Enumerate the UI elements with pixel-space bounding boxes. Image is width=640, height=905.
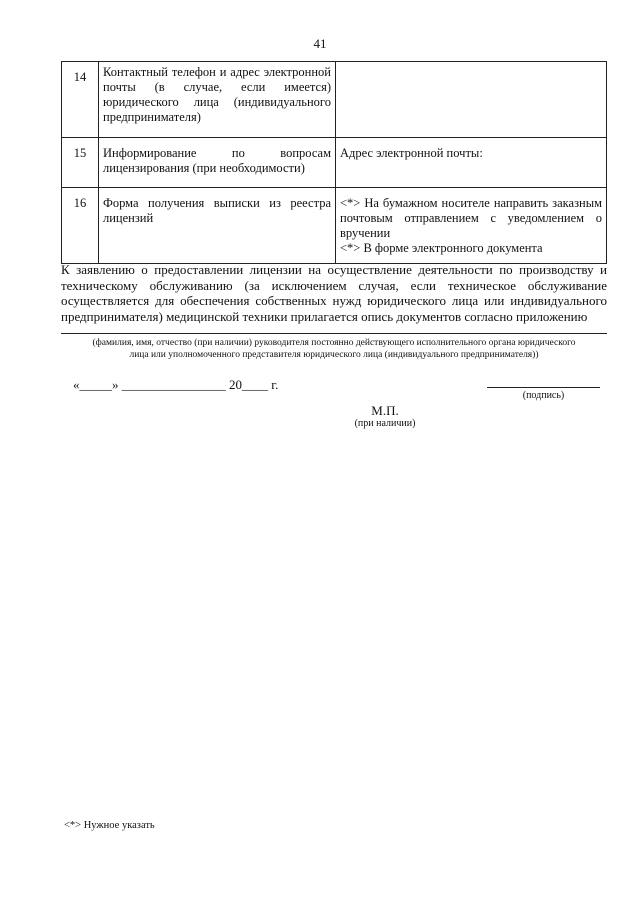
signature-caption: (подпись)	[522, 390, 565, 401]
table-row	[62, 62, 607, 138]
date-field: «_____» ________________ 20____ г.	[73, 377, 279, 392]
table-row	[62, 188, 607, 264]
name-caption-line-2: лица или уполномоченного представителя юридического лица (индивидуального предпринимателя))	[129, 350, 539, 360]
row-value	[336, 62, 607, 138]
option-paper: <*> На бумажном носителе направить заказным почтовым отправлением с уведомлением о вручении	[340, 196, 602, 240]
row-label: Информирование по вопросам лицензирования (при необходимости)	[99, 138, 336, 188]
row-value	[336, 188, 607, 264]
row-label: Контактный телефон и адрес электронной почты (в случае, если имеется) юридического лица (индивидуального предпринимателя)	[99, 62, 336, 138]
attachment-paragraph: К заявлению о предоставлении лицензии на осуществление деятельности по производству и техническому обслуживанию (за исключением случая, если техническое обслуживание осуществляется для обеспечения собственных нужд юридического лица или индивидуального предпринимателя) медицинской техники прилагается опись документов согласно приложению	[61, 262, 607, 324]
table-row	[62, 138, 607, 188]
name-caption	[61, 337, 607, 361]
row-value: Адрес электронной почты:	[336, 138, 607, 188]
application-form-table	[61, 61, 607, 264]
footnote: <*> Нужное указать	[64, 820, 155, 831]
signature-line	[487, 387, 600, 388]
stamp-label: М.П.	[371, 403, 399, 418]
name-caption-line-1: (фамилия, имя, отчество (при наличии) руководителя постоянно действующего исполнительного органа юридического	[92, 338, 576, 348]
row-number: 14	[62, 62, 99, 138]
row-number: 16	[62, 188, 99, 264]
option-electronic: <*> В форме электронного документа	[340, 241, 543, 255]
name-line	[61, 333, 607, 334]
row-number: 15	[62, 138, 99, 188]
stamp-note: (при наличии)	[354, 418, 416, 429]
page-number: 41	[313, 36, 327, 51]
row-label: Форма получения выписки из реестра лицензий	[99, 188, 336, 264]
